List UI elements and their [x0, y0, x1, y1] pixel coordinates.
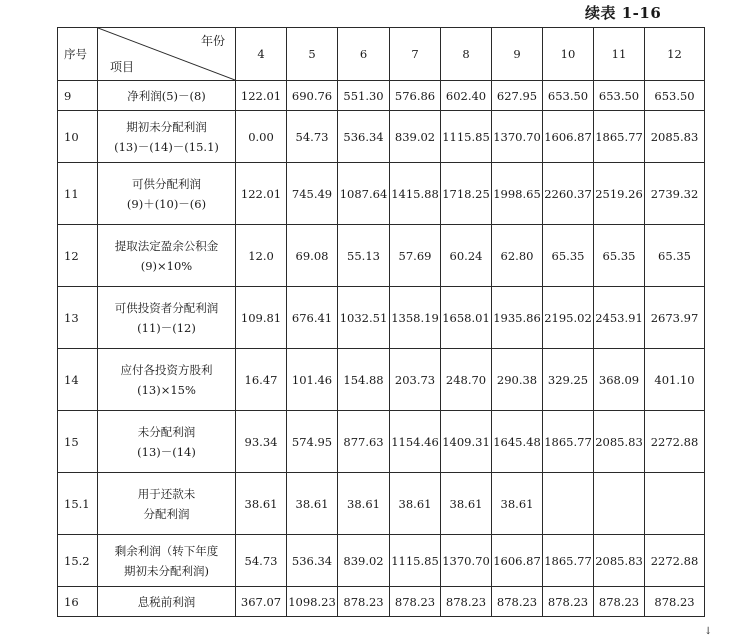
value-cell: 1865.77 — [543, 535, 594, 587]
value-cell: 1935.86 — [492, 287, 543, 349]
row-item-cell — [98, 225, 236, 287]
row-item-line1: 提取法定盈余公积金 — [114, 238, 219, 253]
row-seq-cell: 15 — [58, 411, 98, 473]
row-item-cell — [98, 287, 236, 349]
value-cell: 1115.85 — [441, 111, 492, 163]
value-cell: 1658.01 — [441, 287, 492, 349]
value-cell: 368.09 — [594, 349, 645, 411]
value-cell: 2085.83 — [645, 111, 705, 163]
value-cell: 2085.83 — [594, 535, 645, 587]
value-cell: 69.08 — [287, 225, 338, 287]
value-cell: 2260.37 — [543, 163, 594, 225]
header-seq-cell — [58, 28, 98, 81]
row-seq-cell: 12 — [58, 225, 98, 287]
value-cell: 38.61 — [287, 473, 338, 535]
value-cell: 1098.23 — [287, 587, 338, 617]
header-year-label: 年份 — [200, 34, 225, 48]
value-cell: 1087.64 — [338, 163, 390, 225]
header-year-7: 11 — [594, 28, 645, 81]
row-item-line2: (9)×10% — [140, 258, 193, 273]
value-cell: 248.70 — [441, 349, 492, 411]
row-item-cell — [98, 163, 236, 225]
header-year-1: 5 — [287, 28, 338, 81]
table-row — [58, 111, 705, 163]
row-item-cell — [98, 473, 236, 535]
row-item-cell — [98, 535, 236, 587]
row-seq-cell: 9 — [58, 81, 98, 111]
value-cell: 2673.97 — [645, 287, 705, 349]
value-cell — [594, 473, 645, 535]
value-cell: 122.01 — [236, 163, 287, 225]
value-cell: 745.49 — [287, 163, 338, 225]
header-year-8: 12 — [645, 28, 705, 81]
value-cell: 38.61 — [338, 473, 390, 535]
value-cell: 1370.70 — [492, 111, 543, 163]
value-cell: 877.63 — [338, 411, 390, 473]
table-row — [58, 535, 705, 587]
profit-distribution-table — [57, 27, 705, 617]
value-cell: 62.80 — [492, 225, 543, 287]
value-cell: 290.38 — [492, 349, 543, 411]
value-cell: 1606.87 — [543, 111, 594, 163]
value-cell: 65.35 — [543, 225, 594, 287]
row-seq-cell: 15.1 — [58, 473, 98, 535]
table-row — [58, 225, 705, 287]
header-year-5: 9 — [492, 28, 543, 81]
row-item-line1: 应付各投资方股利 — [120, 362, 213, 377]
row-item-line2: 期初未分配利润) — [124, 563, 209, 578]
table-row — [58, 411, 705, 473]
value-cell: 653.50 — [645, 81, 705, 111]
value-cell: 38.61 — [236, 473, 287, 535]
row-item-line2: 分配利润 — [143, 506, 190, 521]
value-cell: 653.50 — [543, 81, 594, 111]
header-year-3: 7 — [390, 28, 441, 81]
value-cell: 1998.65 — [492, 163, 543, 225]
value-cell: 2272.88 — [645, 411, 705, 473]
row-item-cell — [98, 587, 236, 617]
value-cell: 109.81 — [236, 287, 287, 349]
header-year-2: 6 — [338, 28, 390, 81]
value-cell: 2085.83 — [594, 411, 645, 473]
value-cell: 653.50 — [594, 81, 645, 111]
value-cell: 60.24 — [441, 225, 492, 287]
row-item-line1: 未分配利润 — [137, 424, 196, 439]
table-row — [58, 587, 705, 617]
value-cell: 401.10 — [645, 349, 705, 411]
row-item-line1: 净利润(5)－(8) — [127, 88, 206, 103]
value-cell: 2195.02 — [543, 287, 594, 349]
value-cell: 878.23 — [492, 587, 543, 617]
value-cell: 0.00 — [236, 111, 287, 163]
value-cell: 65.35 — [594, 225, 645, 287]
value-cell: 1154.46 — [390, 411, 441, 473]
value-cell: 2272.88 — [645, 535, 705, 587]
row-item-line1: 可供分配利润 — [132, 176, 201, 191]
value-cell: 65.35 — [645, 225, 705, 287]
value-cell: 551.30 — [338, 81, 390, 111]
row-seq-cell: 14 — [58, 349, 98, 411]
table-header-row — [58, 28, 705, 81]
table-row — [58, 163, 705, 225]
paragraph-mark: ↓ — [704, 626, 713, 637]
value-cell: 1718.25 — [441, 163, 492, 225]
row-seq-cell: 13 — [58, 287, 98, 349]
row-item-cell — [98, 81, 236, 111]
header-diagonal-cell — [98, 28, 236, 81]
value-cell: 576.86 — [390, 81, 441, 111]
value-cell: 54.73 — [236, 535, 287, 587]
value-cell: 878.23 — [594, 587, 645, 617]
value-cell: 627.95 — [492, 81, 543, 111]
row-item-line1: 期初未分配利润 — [126, 119, 207, 134]
row-item-line2: (9)＋(10)－(6) — [126, 196, 207, 211]
value-cell: 602.40 — [441, 81, 492, 111]
value-cell: 12.0 — [236, 225, 287, 287]
row-seq-cell: 11 — [58, 163, 98, 225]
row-seq-cell: 10 — [58, 111, 98, 163]
row-item-line2: (13)－(14) — [137, 444, 196, 459]
value-cell — [645, 473, 705, 535]
table-row — [58, 287, 705, 349]
row-item-cell — [98, 111, 236, 163]
value-cell: 878.23 — [390, 587, 441, 617]
header-item-label: 项目 — [110, 60, 135, 74]
row-item-line2: (11)－(12) — [137, 320, 196, 335]
value-cell: 2739.32 — [645, 163, 705, 225]
row-item-line2: (13)－(14)－(15.1) — [114, 139, 219, 154]
value-cell: 878.23 — [543, 587, 594, 617]
header-year-4: 8 — [441, 28, 492, 81]
table-row — [58, 81, 705, 111]
value-cell: 16.47 — [236, 349, 287, 411]
value-cell: 1032.51 — [338, 287, 390, 349]
value-cell: 38.61 — [390, 473, 441, 535]
header-year-0: 4 — [236, 28, 287, 81]
row-item-line1: 息税前利润 — [137, 594, 196, 609]
row-item-line1: 可供投资者分配利润 — [114, 300, 219, 315]
value-cell: 1358.19 — [390, 287, 441, 349]
value-cell: 878.23 — [645, 587, 705, 617]
value-cell: 122.01 — [236, 81, 287, 111]
value-cell: 1865.77 — [594, 111, 645, 163]
row-seq-cell: 15.2 — [58, 535, 98, 587]
row-seq-cell: 16 — [58, 587, 98, 617]
header-seq-label: 序号 — [64, 47, 87, 61]
value-cell: 2453.91 — [594, 287, 645, 349]
value-cell: 574.95 — [287, 411, 338, 473]
value-cell: 38.61 — [492, 473, 543, 535]
table-row — [58, 473, 705, 535]
value-cell: 154.88 — [338, 349, 390, 411]
value-cell: 38.61 — [441, 473, 492, 535]
value-cell: 839.02 — [338, 535, 390, 587]
value-cell: 1409.31 — [441, 411, 492, 473]
value-cell: 676.41 — [287, 287, 338, 349]
value-cell: 878.23 — [338, 587, 390, 617]
row-item-line1: 剩余利润（转下年度 — [114, 543, 219, 558]
value-cell: 878.23 — [441, 587, 492, 617]
value-cell: 2519.26 — [594, 163, 645, 225]
value-cell: 54.73 — [287, 111, 338, 163]
value-cell: 57.69 — [390, 225, 441, 287]
value-cell: 55.13 — [338, 225, 390, 287]
value-cell: 203.73 — [390, 349, 441, 411]
value-cell: 690.76 — [287, 81, 338, 111]
value-cell: 367.07 — [236, 587, 287, 617]
table-row — [58, 349, 705, 411]
value-cell: 1865.77 — [543, 411, 594, 473]
value-cell: 329.25 — [543, 349, 594, 411]
value-cell: 101.46 — [287, 349, 338, 411]
value-cell: 1370.70 — [441, 535, 492, 587]
header-year-6: 10 — [543, 28, 594, 81]
value-cell: 839.02 — [390, 111, 441, 163]
value-cell: 536.34 — [287, 535, 338, 587]
value-cell: 1606.87 — [492, 535, 543, 587]
row-item-line1: 用于还款未 — [137, 486, 196, 501]
row-item-cell — [98, 349, 236, 411]
value-cell: 536.34 — [338, 111, 390, 163]
value-cell: 1645.48 — [492, 411, 543, 473]
row-item-line2: (13)×15% — [137, 382, 196, 397]
value-cell: 93.34 — [236, 411, 287, 473]
value-cell: 1115.85 — [390, 535, 441, 587]
value-cell: 1415.88 — [390, 163, 441, 225]
value-cell — [543, 473, 594, 535]
row-item-cell — [98, 411, 236, 473]
table-caption: 续表 1-16 — [585, 4, 662, 22]
